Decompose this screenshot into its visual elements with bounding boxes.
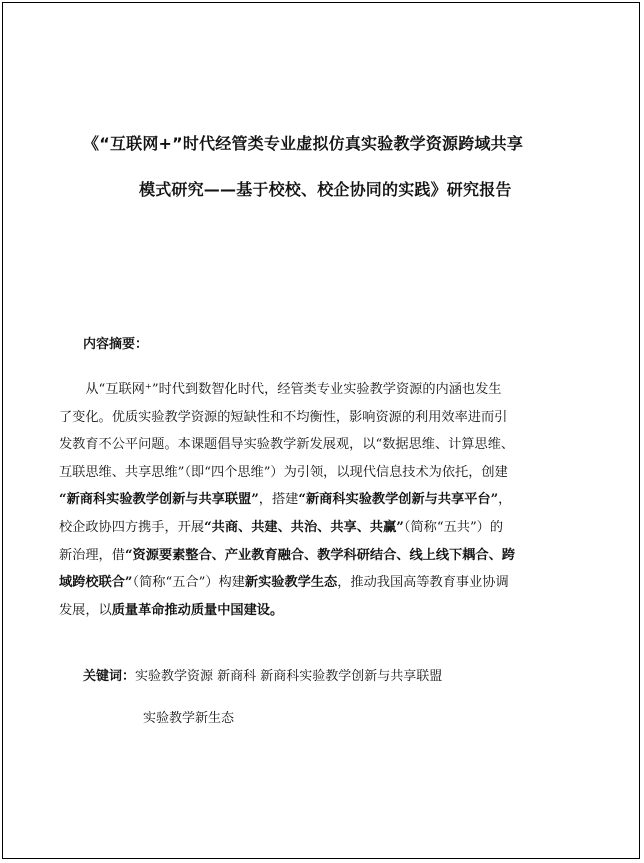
document-page — [2, 2, 640, 859]
abstract-text-segment: 了变化。优质实验教学资源的短缺性和不均衡性，影响资源的利用效率进而引 — [59, 409, 508, 425]
keywords-continuation: 实验教学新生态 — [143, 711, 235, 726]
abstract-bold-segment: 新实验教学生态 — [244, 575, 338, 591]
abstract-line — [59, 376, 589, 404]
keywords-text: 实验教学资源 新商科 新商科实验教学创新与共享联盟 — [135, 669, 443, 684]
abstract-line — [59, 486, 589, 514]
abstract-line — [59, 459, 589, 487]
abstract-line — [59, 514, 589, 542]
abstract-bold-segment: “共商、共建、共治、共享、共赢” — [204, 519, 404, 535]
abstract-text-segment: （简称“五合”）构建 — [132, 575, 245, 591]
abstract-text-segment: ，推动我国高等教育事业协调 — [337, 575, 509, 591]
abstract-line — [59, 597, 589, 625]
abstract-text-segment: 发教育不公平问题。本课题倡导实验教学新发展观，以“数据思维、计算思维、 — [59, 437, 515, 453]
abstract-bold-segment: “新商科实验教学创新与共享平台” — [298, 492, 499, 508]
abstract-paragraph — [59, 376, 589, 624]
abstract-text-segment: ，搭建 — [258, 492, 299, 508]
keywords-label: 关键词： — [83, 669, 136, 684]
abstract-text-segment: 校企政协四方携手，开展 — [59, 519, 205, 535]
report-title-line-1: 《“互联网+”时代经管类专业虚拟仿真实验教学资源跨域共享 — [83, 134, 524, 153]
abstract-line — [59, 404, 589, 432]
abstract-text-segment: ， — [498, 492, 512, 508]
keywords-line — [83, 665, 442, 684]
abstract-text-segment: （简称“五共”）的 — [403, 519, 504, 535]
abstract-heading: 内容摘要： — [83, 337, 149, 352]
abstract-text-segment: 从“互联网⁺”时代到数智化时代，经管类专业实验教学资源的内涵也发生 — [59, 382, 502, 397]
abstract-bold-segment: “新商科实验教学创新与共享联盟” — [59, 492, 259, 508]
abstract-bold-segment: 质量革命推动质量中国建设。 — [111, 602, 284, 618]
abstract-text-segment: 新治理，借 — [59, 547, 125, 563]
report-title-line-2: 模式研究——基于校校、校企协同的实践》研究报告 — [139, 180, 512, 199]
abstract-text-segment: 发展，以 — [59, 602, 112, 618]
abstract-line — [59, 569, 589, 597]
abstract-line — [59, 431, 589, 459]
abstract-line — [59, 542, 589, 570]
abstract-bold-segment: “资源要素整合、产业教育融合、教学科研结合、线上线下耦合、跨 — [124, 547, 515, 563]
abstract-bold-segment: 域跨校联合” — [59, 575, 133, 591]
abstract-text-segment: 互联思维、共享思维”（即“四个思维”）为引领，以现代信息技术为依托，创建 — [59, 464, 508, 480]
